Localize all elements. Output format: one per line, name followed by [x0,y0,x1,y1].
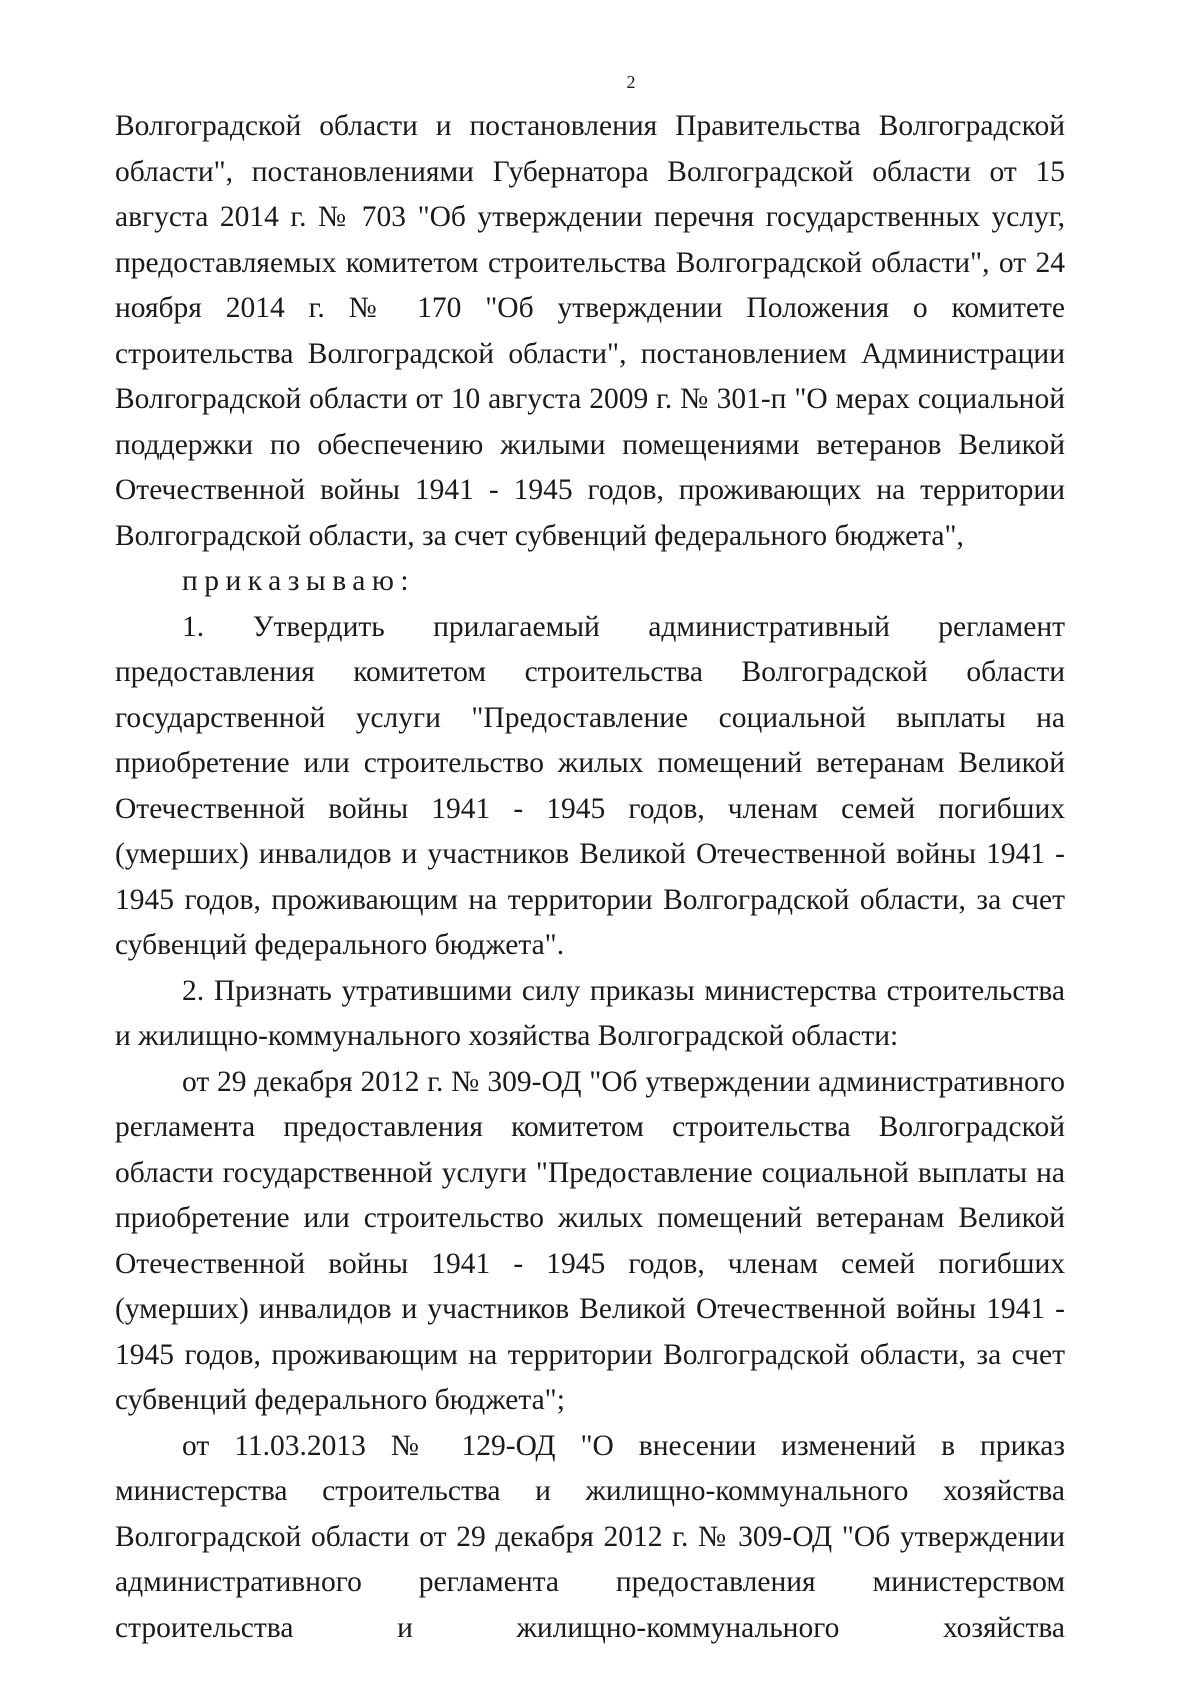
document-body [115,104,1065,1651]
paragraph-legal-basis: Волгоградской области и постановления Правительства Волгоградской области", постановлениями Губернатора Волгоградской области от 15 августа 2014 г. № 703 "Об утверждении перечня государственных услуг, предоставляемых комитетом строительства Волгоградской области", от 24 ноября 2014 г. № 170 "Об утверждении Положения о комитете строительства Волгоградской области", постановлением Администрации Волгоградской области от 10 августа 2009 г. № 301-п "О мерах социальной поддержки по обеспечению жилыми помещениями ветеранов Великой Отечественной войны 1941 - 1945 годов, проживающих на территории Волгоградской области, за счет субвенций федерального бюджета", [115,110,1065,552]
order-word: приказываю: [182,565,416,597]
page-number: 2 [626,72,636,92]
paragraph-repealed-order-2: от 11.03.2013 № 129-ОД "О внесении изменений в приказ министерства строительства и жилищно-коммунального хозяйства Волгоградской области от 29 декабря 2012 г. № 309-ОД "Об утверждении административного регламента предоставления министерством строительства и жилищно-коммунального хозяйства [115,1429,1065,1644]
paragraph-item-2: 2. Признать утратившими силу приказы министерства строительства и жилищно-коммунального хозяйства Волгоградской области: [115,974,1065,1052]
paragraph-order-word [115,559,1065,605]
paragraph-repealed-order-1: от 29 декабря 2012 г. № 309-ОД "Об утверждении административного регламента предоставления комитетом строительства Волгоградской области государственной услуги "Предоставление социальной выплаты на приобретение или строительство жилых помещений ветеранам Великой Отечественной войны 1941 - 1945 годов, членам семей погибших (умерших) инвалидов и участников Великой Отечественной войны 1941 - 1945 годов, проживающим на территории Волгоградской области, за счет субвенций федерального бюджета"; [115,1065,1065,1416]
paragraph-item-1: 1. Утвердить прилагаемый административный регламент предоставления комитетом строительства Волгоградской области государственной услуги "Предоставление социальной выплаты на приобретение или строительство жилых помещений ветеранам Великой Отечественной войны 1941 - 1945 годов, членам семей погибших (умерших) инвалидов и участников Великой Отечественной войны 1941 - 1945 годов, проживающим на территории Волгоградской области, за счет субвенций федерального бюджета". [115,610,1065,961]
